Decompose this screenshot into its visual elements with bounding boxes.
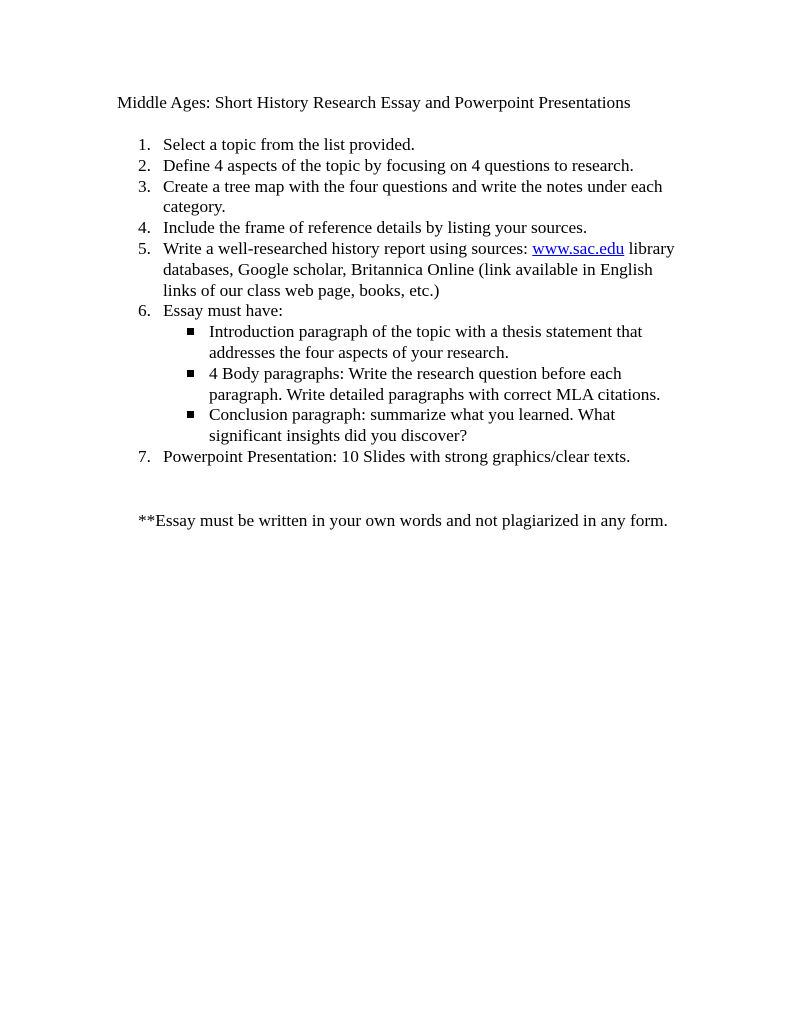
list-item-text: Powerpoint Presentation: 10 Slides with strong graphics/clear texts. xyxy=(163,446,631,466)
list-number: 1. xyxy=(138,135,151,154)
list-item-2 xyxy=(138,155,683,177)
bullet-icon xyxy=(187,328,194,335)
text-after-link: library databases, Google scholar, Britannica Online (link available in English links of our class web page, books, etc.) xyxy=(163,238,675,300)
sac-website-link[interactable]: www.sac.edu xyxy=(532,238,625,258)
sub-item-text: 4 Body paragraphs: Write the research question before each paragraph. Write detailed paragraphs with correct MLA citations. xyxy=(209,363,661,404)
list-number: 7. xyxy=(138,446,151,466)
sub-item-text: Introduction paragraph of the topic with a thesis statement that addresses the four aspects of your research. xyxy=(209,322,643,362)
text-before-link: Write a well-researched history report using sources: xyxy=(163,238,533,258)
list-item-text: Define 4 aspects of the topic by focusing on 4 questions to research. xyxy=(163,155,634,175)
sub-item-conclusion xyxy=(209,405,683,447)
plagiarism-note: **Essay must be written in your own words and not plagiarized in any form. xyxy=(138,511,668,530)
list-item-text: Create a tree map with the four questions and write the notes under each category. xyxy=(163,176,663,217)
list-item-4 xyxy=(138,218,683,239)
list-item-3 xyxy=(138,176,683,219)
instruction-list xyxy=(138,135,683,468)
list-item-1 xyxy=(138,135,683,156)
list-item-text: Essay must have: xyxy=(163,301,283,321)
list-item-7 xyxy=(138,446,683,468)
list-item-text: Include the frame of reference details by listing your sources. xyxy=(163,218,588,238)
list-number: 6. xyxy=(138,301,151,321)
sub-item-introduction xyxy=(209,322,683,364)
list-number: 4. xyxy=(138,218,151,238)
document-title: Middle Ages: Short History Research Essay and Powerpoint Presentations xyxy=(117,93,631,112)
bullet-icon xyxy=(187,411,194,418)
list-number: 2. xyxy=(138,155,151,175)
sub-item-body-paragraphs xyxy=(209,364,683,406)
list-item-6 xyxy=(138,301,683,447)
sub-item-text: Conclusion paragraph: summarize what you learned. What significant insights did you discover? xyxy=(209,405,616,446)
list-number: 3. xyxy=(138,176,151,196)
list-number: 5. xyxy=(138,238,151,258)
list-item-5 xyxy=(138,238,683,301)
list-item-text xyxy=(163,239,683,301)
list-item-text: Select a topic from the list provided. xyxy=(163,135,415,154)
bullet-icon xyxy=(187,370,194,377)
